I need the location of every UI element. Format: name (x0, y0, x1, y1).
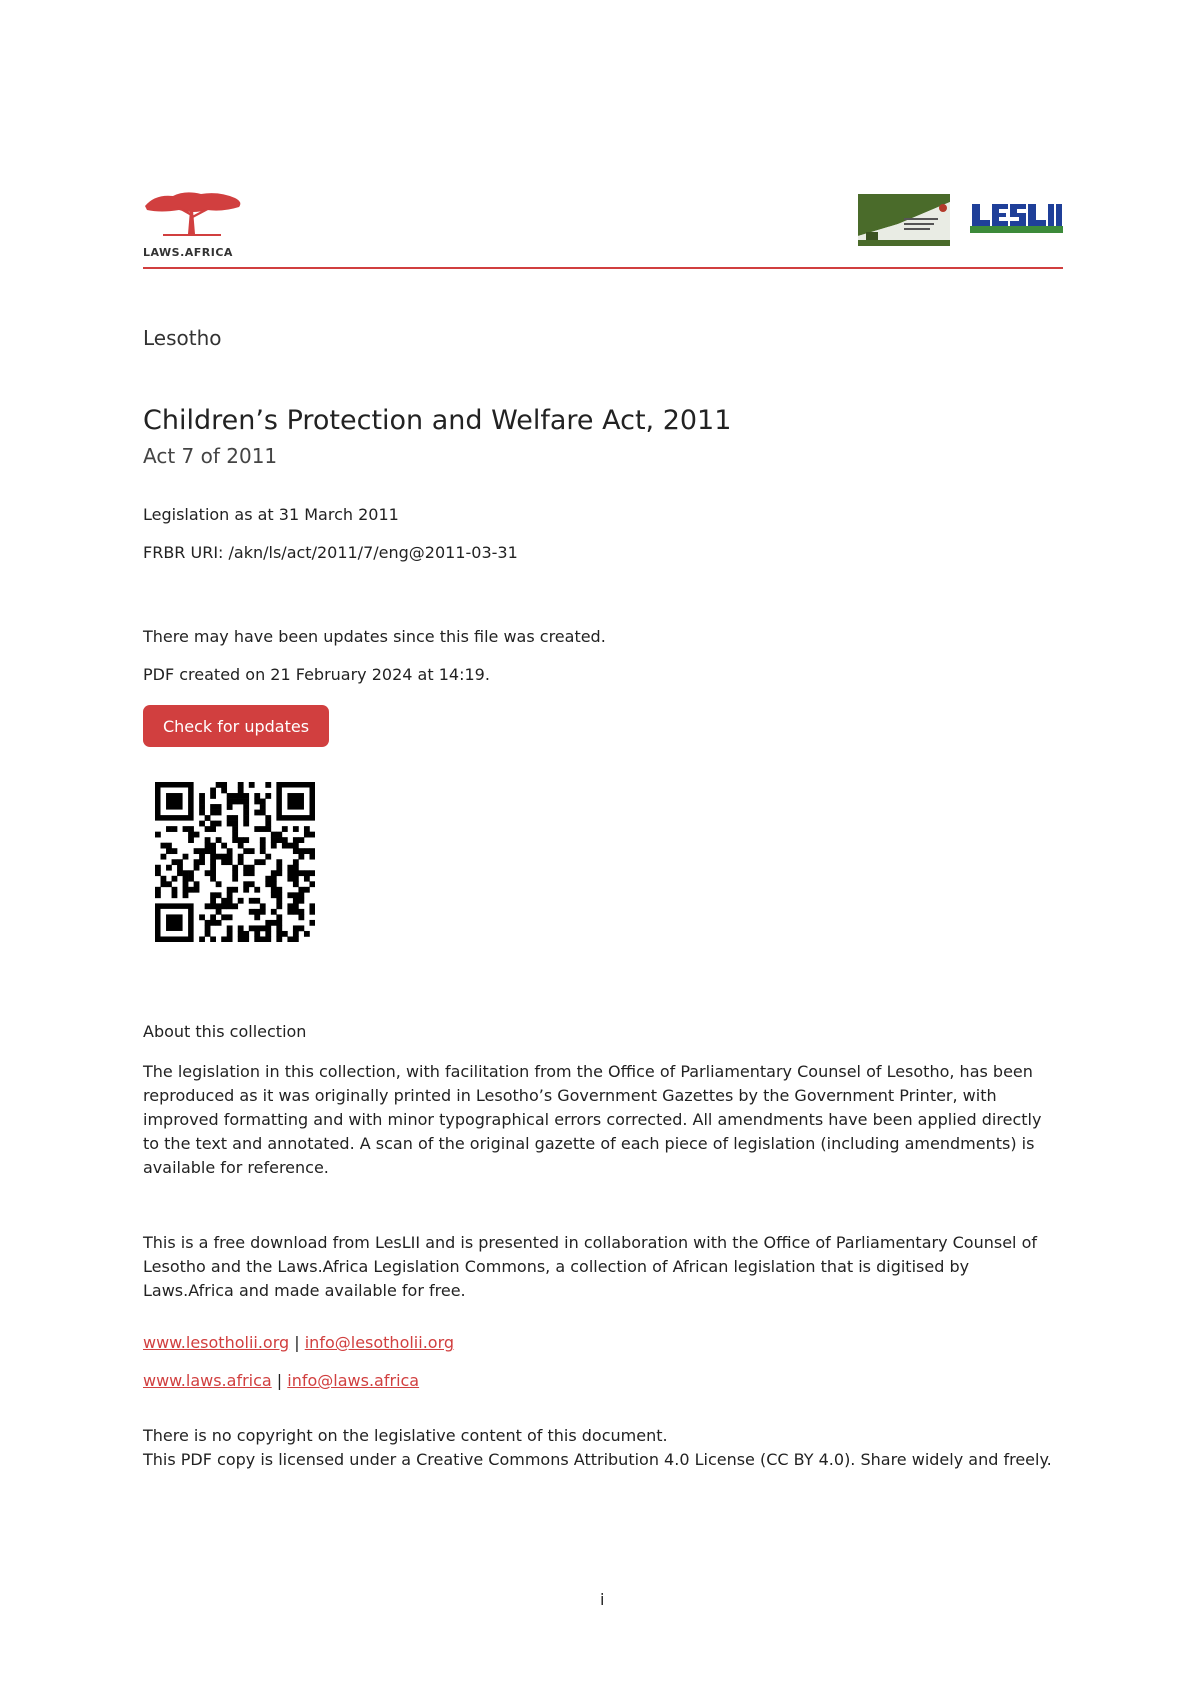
act-number: Act 7 of 2011 (143, 444, 278, 468)
qr-code-icon (155, 782, 315, 942)
qr-code[interactable] (155, 782, 315, 942)
pdf-created: PDF created on 21 February 2024 at 14:19. (143, 665, 490, 684)
leslii-wordmark-icon (970, 202, 1063, 238)
lesotholii-email-link[interactable]: info@lesotholii.org (304, 1333, 455, 1352)
partner-logos (858, 194, 1063, 246)
copyright-line: There is no copyright on the legislative content of this document. (143, 1426, 668, 1445)
page-number: i (600, 1590, 605, 1609)
legislation-date: Legislation as at 31 March 2011 (143, 505, 399, 524)
laws-africa-logo (143, 190, 243, 260)
leslii-logo (970, 202, 1063, 238)
page-header (143, 190, 1063, 270)
cc-license-line: This PDF copy is licensed under a Creative Commons Attribution 4.0 License (CC BY 4.0). Share widely and freely. (143, 1450, 1052, 1469)
about-paragraph: The legislation in this collection, with facilitation from the Office of Parliamentary Counsel of Lesotho, has been reproduced as it was originally printed in Lesotho’s Government Gazettes by the Government Printer, with improved formatting and with minor typographical errors corrected. All amendments have been applied directly to the text and annotated. A scan of the original gazette of each piece of legislation (including amendments) is available for reference. (143, 1062, 1042, 1177)
lawsafrica-email-link[interactable]: info@laws.africa (287, 1371, 420, 1390)
license-notice (143, 1424, 1052, 1472)
links-row-lawsafrica (143, 1371, 419, 1390)
header-rule (143, 267, 1063, 269)
acacia-tree-icon (143, 190, 243, 246)
lawsafrica-site-link[interactable]: www.laws.africa (143, 1371, 272, 1390)
page-title: Children’s Protection and Welfare Act, 2011 (143, 405, 732, 436)
lesotholii-site-link[interactable]: www.lesotholii.org (143, 1333, 290, 1352)
jurisdiction: Lesotho (143, 326, 222, 350)
updates-note: There may have been updates since this file was created. (143, 627, 606, 646)
check-for-updates-button[interactable]: Check for updates (143, 705, 329, 747)
document-page (143, 0, 1063, 1696)
link-separator: | (294, 1333, 300, 1352)
link-separator: | (276, 1371, 283, 1390)
laws-africa-wordmark: LAWS.AFRICA (143, 246, 233, 259)
about-heading: About this collection (143, 1022, 307, 1041)
links-row-lesotholii (143, 1333, 454, 1352)
free-download-paragraph: This is a free download from LesLII and is presented in collaboration with the Office of Parliamentary Counsel of Lesotho and the Laws.Africa Legislation Commons, a collection of African legislation that is digitised by Laws.Africa and made available for free. (143, 1233, 1038, 1300)
frbr-uri: FRBR URI: /akn/ls/act/2011/7/eng@2011-03-31 (143, 543, 518, 562)
